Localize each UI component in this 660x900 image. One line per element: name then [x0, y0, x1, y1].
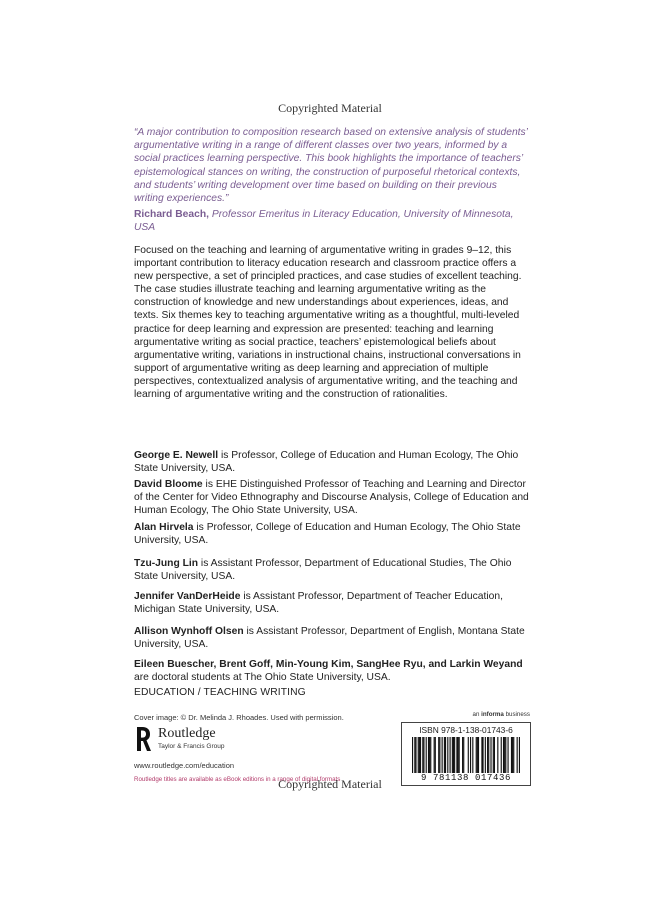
barcode-bar [438, 737, 439, 773]
barcode-bar [452, 737, 453, 773]
barcode-bar [513, 737, 514, 773]
barcode-bar [519, 737, 520, 773]
author-description: is Assistant Professor, Department of English, Montana State University, USA. [134, 626, 525, 651]
endorsement-attribution [134, 208, 529, 234]
copyright-watermark-bottom: Copyrighted Material [278, 777, 382, 791]
informa-business-tag [450, 711, 530, 718]
barcode-bar [422, 737, 423, 773]
barcode-bar [459, 737, 460, 773]
author-name: David Bloome [134, 479, 203, 490]
barcode-bar [454, 737, 455, 773]
author-bio-1 [134, 449, 529, 475]
barcode-bar [434, 737, 435, 773]
informa-prefix: an [472, 711, 482, 718]
barcode-bar [472, 737, 473, 773]
barcode-bar [507, 737, 508, 773]
barcode-bar [501, 737, 502, 773]
barcode-bar [478, 737, 479, 773]
barcode-bar [420, 737, 421, 773]
isbn-number: ISBN 978-1-138-01743-6 [419, 725, 513, 735]
barcode-bar [517, 737, 518, 773]
author-description: is Assistant Professor, Department of Teacher Education, Michigan State University, USA. [134, 591, 503, 616]
subject-category: EDUCATION / TEACHING WRITING [134, 687, 306, 698]
author-description: is Professor, College of Education and Human Ecology, The Ohio State University, USA. [134, 522, 521, 547]
barcode-bar [493, 737, 494, 773]
author-name: Jennifer VanDerHeide [134, 591, 241, 602]
author-name: George E. Newell [134, 450, 219, 461]
endorser-name: Richard Beach, [134, 209, 209, 220]
author-name: Alan Hirvela [134, 522, 194, 533]
ebook-availability-note: Routledge titles are available as eBook editions in a range of digital formats [134, 776, 341, 783]
publisher-group: Taylor & Francis Group [158, 743, 225, 750]
endorser-affiliation: Professor Emeritus in Literacy Education, University of Minnesota, USA [134, 209, 514, 234]
barcode-bar [482, 737, 483, 773]
barcode-bar [414, 737, 415, 773]
endorsement-quote: “A major contribution to composition research based on extensive analysis of students’ argumentative writing in a range of different classes over two years, informed by a social practices learning perspective. This book highlights the importance of teachers’ epistemological stances on writing, the construction of purposeful rhetorical contexts, and students’ writing development over time based on building on their previous writing experiences.” [134, 127, 528, 205]
barcode-bar [428, 737, 429, 773]
barcode-bar [418, 737, 419, 773]
barcode-bar [485, 737, 486, 773]
barcode-bar [415, 737, 416, 773]
barcode-bar [429, 737, 430, 773]
author-description: is Assistant Professor, Department of Educational Studies, The Ohio State University, USA. [134, 558, 512, 583]
barcode-bar [503, 737, 504, 773]
author-description: is EHE Distinguished Professor of Teaching and Learning and Director of the Center for Video Ethnography and Discourse Analysis, College of Education and Human Ecology, The Ohio State University, USA. [134, 479, 529, 517]
barcode-bar [462, 737, 463, 773]
barcode-bar [450, 737, 451, 773]
barcode-bar [447, 737, 448, 773]
barcode-bar [463, 737, 464, 773]
author-bio-6 [134, 625, 529, 651]
author-bio-4 [134, 557, 529, 583]
barcode-bar [439, 737, 440, 773]
barcode-bar [476, 737, 477, 773]
copyright-watermark-top: Copyrighted Material [278, 101, 382, 115]
barcode-bar [511, 737, 512, 773]
barcode-bar [456, 737, 457, 773]
barcode-bar [419, 737, 420, 773]
author-name: Eileen Buescher, Brent Goff, Min-Young Kim, SangHee Ryu, and Larkin Weyand [134, 659, 523, 670]
barcode-bar [430, 737, 431, 773]
author-bio-7 [134, 658, 529, 684]
barcode-bar [487, 737, 488, 773]
author-bio-2 [134, 478, 529, 517]
barcode-bar [488, 737, 489, 773]
barcode-bar [512, 737, 513, 773]
barcode-bar [470, 737, 471, 773]
informa-name: informa [481, 711, 504, 718]
author-bio-3 [134, 521, 529, 547]
barcode-bar [490, 737, 491, 773]
barcode-icon [410, 737, 522, 773]
author-name: Allison Wynhoff Olsen [134, 626, 244, 637]
barcode-bar [477, 737, 478, 773]
author-bio-5 [134, 590, 529, 616]
cover-image-credit: Cover image: © Dr. Melinda J. Rhoades. Used with permission. [134, 713, 344, 722]
barcode-bar [453, 737, 454, 773]
barcode-bar [426, 737, 427, 773]
barcode-bar [481, 737, 482, 773]
barcode-bar [494, 737, 495, 773]
book-description: Focused on the teaching and learning of argumentative writing in grades 9–12, this important contribution to literacy education research and classroom practice offers a new perspective, a set of principled practices, and case studies of excellent teaching. The case studies illustrate teaching and learning argumentative writing as the construction of knowledge and new understandings about experiences, ideas, and texts. Six themes key to teaching argumentative writing as a thoughtful, multi-leveled practice for deep learning and expression are presented: teaching and learning argumentative writing as social practice, teachers’ epistemological beliefs about argumentative writing, variations in instructional chains, instructional conversations in support of argumentative writing as deep learning and appreciation of multiple perspectives, contextualized analysis of argumentative writing, and the teaching and learning of argumentative writing and the construction of rationalities. [134, 245, 522, 401]
barcode-bar [445, 737, 446, 773]
publisher-logo [134, 725, 294, 755]
informa-suffix: business [503, 711, 530, 718]
barcode-bar [423, 737, 424, 773]
author-description: is Professor, College of Education and Human Ecology, The Ohio State University, USA. [134, 450, 519, 475]
author-name: Tzu-Jung Lin [134, 558, 199, 569]
publisher-name: Routledge [158, 726, 216, 741]
barcode-bar [497, 737, 498, 773]
barcode-bar [505, 737, 506, 773]
barcode-bar [504, 737, 505, 773]
routledge-r-icon [134, 725, 152, 753]
barcode-bar [457, 737, 458, 773]
barcode-digits: 9 781138 017436 [420, 773, 511, 783]
barcode-bar [435, 737, 436, 773]
author-description: are doctoral students at The Ohio State University, USA. [134, 672, 391, 684]
publisher-url[interactable]: www.routledge.com/education [134, 761, 235, 770]
barcode-bar [412, 737, 413, 773]
barcode-bar [444, 737, 445, 773]
barcode-bar [468, 737, 469, 773]
barcode-bar [442, 737, 443, 773]
